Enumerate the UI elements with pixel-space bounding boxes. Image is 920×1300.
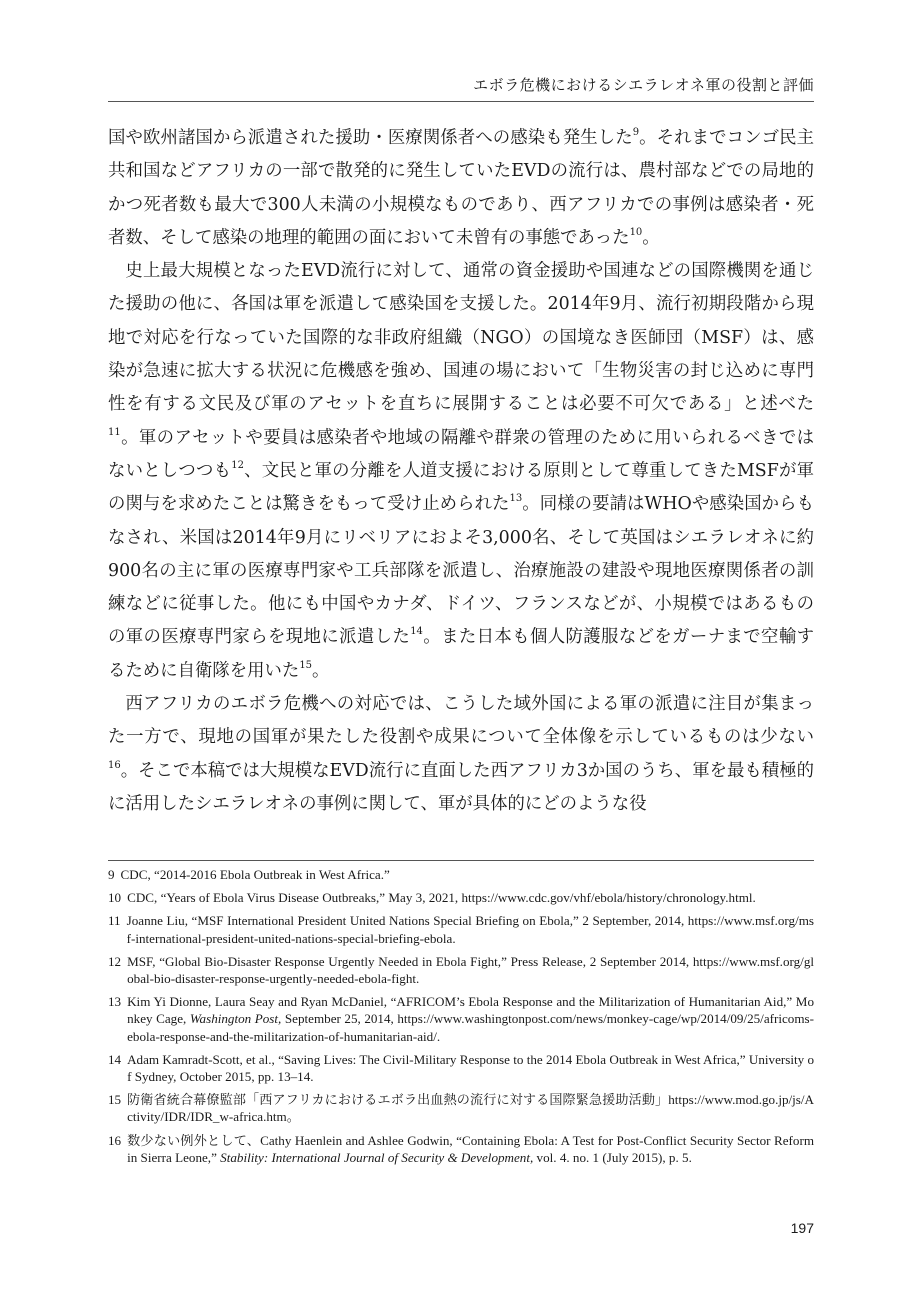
text-span: 国や欧州諸国から派遣された援助・医療関係者への感染も発生した (108, 128, 633, 148)
footnote-italic: Washington Post, (189, 1011, 282, 1027)
footnote-number: 16 (108, 1132, 122, 1148)
footnote-text (127, 993, 814, 1045)
footnote-text-part: September 25, 2014, https://www.washingtonpost.com/news/monkey-cage/wp/2014/09/25/africoms-ebola-response-and-the-militarization-of-humanitarian-aid/. (127, 1011, 814, 1044)
text-span: 。同様の要請はWHOや感染国からもなされ、米国は2014年9月にリベリアにおよそ3,000名、そして英国はシエラレオネに約900名の主に軍の医療専門家や工兵部隊を派遣し、治療施設の建設や現地医療関係者の訓練などに従事した。他にも中国やカナダ、ドイツ、フランスなどが、小規模ではあるものの軍の医療専門家らを現地に派遣した (108, 494, 814, 648)
footnote-italic: Stability: International Journal of Security & Development, (220, 1149, 534, 1165)
footnote-number: 13 (108, 994, 122, 1010)
footnote-text: MSF, “Global Bio-Disaster Response Urgently Needed in Ebola Fight,” Press Release, 2 September 2014, https://www.msf.org/global-bio-disaster-response-urgently-needed-ebola-fight. (127, 953, 814, 987)
footnote-9 (108, 866, 814, 883)
text-span: 。そこで本稿では大規模なEVD流行に直面した西アフリカ3か国のうち、軍を最も積極的に活用したシエラレオネの事例に関して、軍が具体的にどのような役 (108, 760, 814, 814)
paragraph-2 (108, 255, 814, 688)
footnote-12 (108, 953, 814, 987)
footnote-text (127, 1132, 814, 1166)
footnote-text: Joanne Liu, “MSF International President United Nations Special Briefing on Ebola,” 2 September, 2014, https://www.msf.org/msf-international-president-united-nations-special-briefing-ebola. (126, 913, 814, 946)
footnote-ref[interactable]: 14 (410, 626, 423, 638)
footnote-ref[interactable]: 15 (299, 659, 313, 671)
footnote-text-part: vol. 4. no. 1 (July 2015), p. 5. (533, 1149, 692, 1165)
paragraph-3 (108, 688, 814, 821)
footnote-16 (108, 1132, 814, 1166)
footnote-number: 11 (108, 913, 121, 929)
footnote-text-part: Kim Yi Dionne, Laura Seay and Ryan McDaniel, “AFRICOM’s Ebola Response and the Militarization of Humanitarian Aid,” Monkey Cage, (127, 994, 814, 1027)
footnote-13 (108, 993, 814, 1045)
footnote-11 (108, 912, 814, 946)
footnote-text: CDC, “Years of Ebola Virus Disease Outbreaks,” May 3, 2021, https://www.cdc.gov/vhf/ebola/history/chronology.html. (127, 890, 756, 906)
text-span: 史上最大規模となったEVD流行に対して、通常の資金援助や国連などの国際機関を通じた援助の他に、各国は軍を派遣して感染国を支援した。2014年9月、流行初期段階から現地で対応を行なっていた国際的な非政府組織（NGO）の国境なき医師団（MSF）は、感染が急速に拡大する状況に危機感を強め、国連の場において「生物災害の封じ込めに専門性を有する文民及び軍のアセットを直ちに展開することは必要不可欠である」と述べた (108, 261, 814, 415)
footnote-number: 12 (108, 953, 122, 969)
footnote-text: CDC, “2014-2016 Ebola Outbreak in West Africa.” (120, 867, 390, 882)
footnote-ref[interactable]: 11 (108, 426, 121, 438)
footnote-ref[interactable]: 9 (632, 127, 640, 138)
footnotes (108, 866, 814, 1172)
text-span: 。また日本も個人防護服などをガーナまで空輸するために自衛隊を用いた (108, 627, 814, 681)
footnote-text-part: 数少ない例外として、Cathy Haenlein and Ashlee Godwin, “Containing Ebola: A Test for Post-Conflict Security Sector Reform in Sierra Leone,” (127, 1132, 814, 1165)
body-text (108, 122, 814, 821)
footnote-text: Adam Kamradt-Scott, et al., “Saving Lives: The Civil-Military Response to the 2014 Ebola Outbreak in West Africa,” University of Sydney, October 2015, pp. 13–14. (127, 1051, 814, 1085)
page-number: 197 (790, 1220, 814, 1236)
footnote-15 (108, 1091, 814, 1125)
footnote-ref[interactable]: 10 (629, 226, 643, 238)
running-header: エボラ危機におけるシエラレオネ軍の役割と評価 (108, 74, 814, 102)
footnote-text: 防衛省統合幕僚監部「西アフリカにおけるエボラ出血熱の流行に対する国際緊急援助活動」https://www.mod.go.jp/js/Activity/IDR/IDR_w-africa.htm。 (127, 1092, 814, 1125)
text-span: 、文民と軍の分離を人道支援における原則として尊重してきたMSFが軍の関与を求めたことは驚きをもって受け止められた (108, 460, 814, 515)
text-span: 。軍のアセットや要員は感染者や地域の隔離や群衆の管理のために用いられるべきではないとしつつも (108, 427, 814, 481)
footnote-number: 14 (108, 1051, 122, 1067)
footnote-number: 15 (108, 1092, 122, 1108)
text-span: 西アフリカのエボラ危機への対応では、こうした域外国による軍の派遣に注目が集まった一方で、現地の国軍が果たした役割や成果について全体像を示しているものは少ない (108, 694, 814, 748)
text-span: 。 (312, 660, 330, 681)
paragraph-1 (108, 122, 814, 255)
footnote-10 (108, 889, 814, 906)
text-span: 。 (642, 227, 660, 248)
footnote-ref[interactable]: 16 (108, 759, 121, 771)
footnote-ref[interactable]: 12 (231, 459, 244, 471)
text-span: 。それまでコンゴ民主共和国などアフリカの一部で散発的に発生していたEVDの流行は、農村部などでの局地的かつ死者数も最大で300人未満の小規模なものであり、西アフリカでの事例は感染者・死者数、そして感染の地理的範囲の面において未曾有の事態であった (108, 128, 814, 248)
footnote-divider (108, 860, 814, 861)
footnote-14 (108, 1051, 814, 1085)
footnote-ref[interactable]: 13 (509, 493, 523, 505)
footnote-number: 10 (108, 890, 122, 906)
footnote-number: 9 (108, 867, 115, 882)
